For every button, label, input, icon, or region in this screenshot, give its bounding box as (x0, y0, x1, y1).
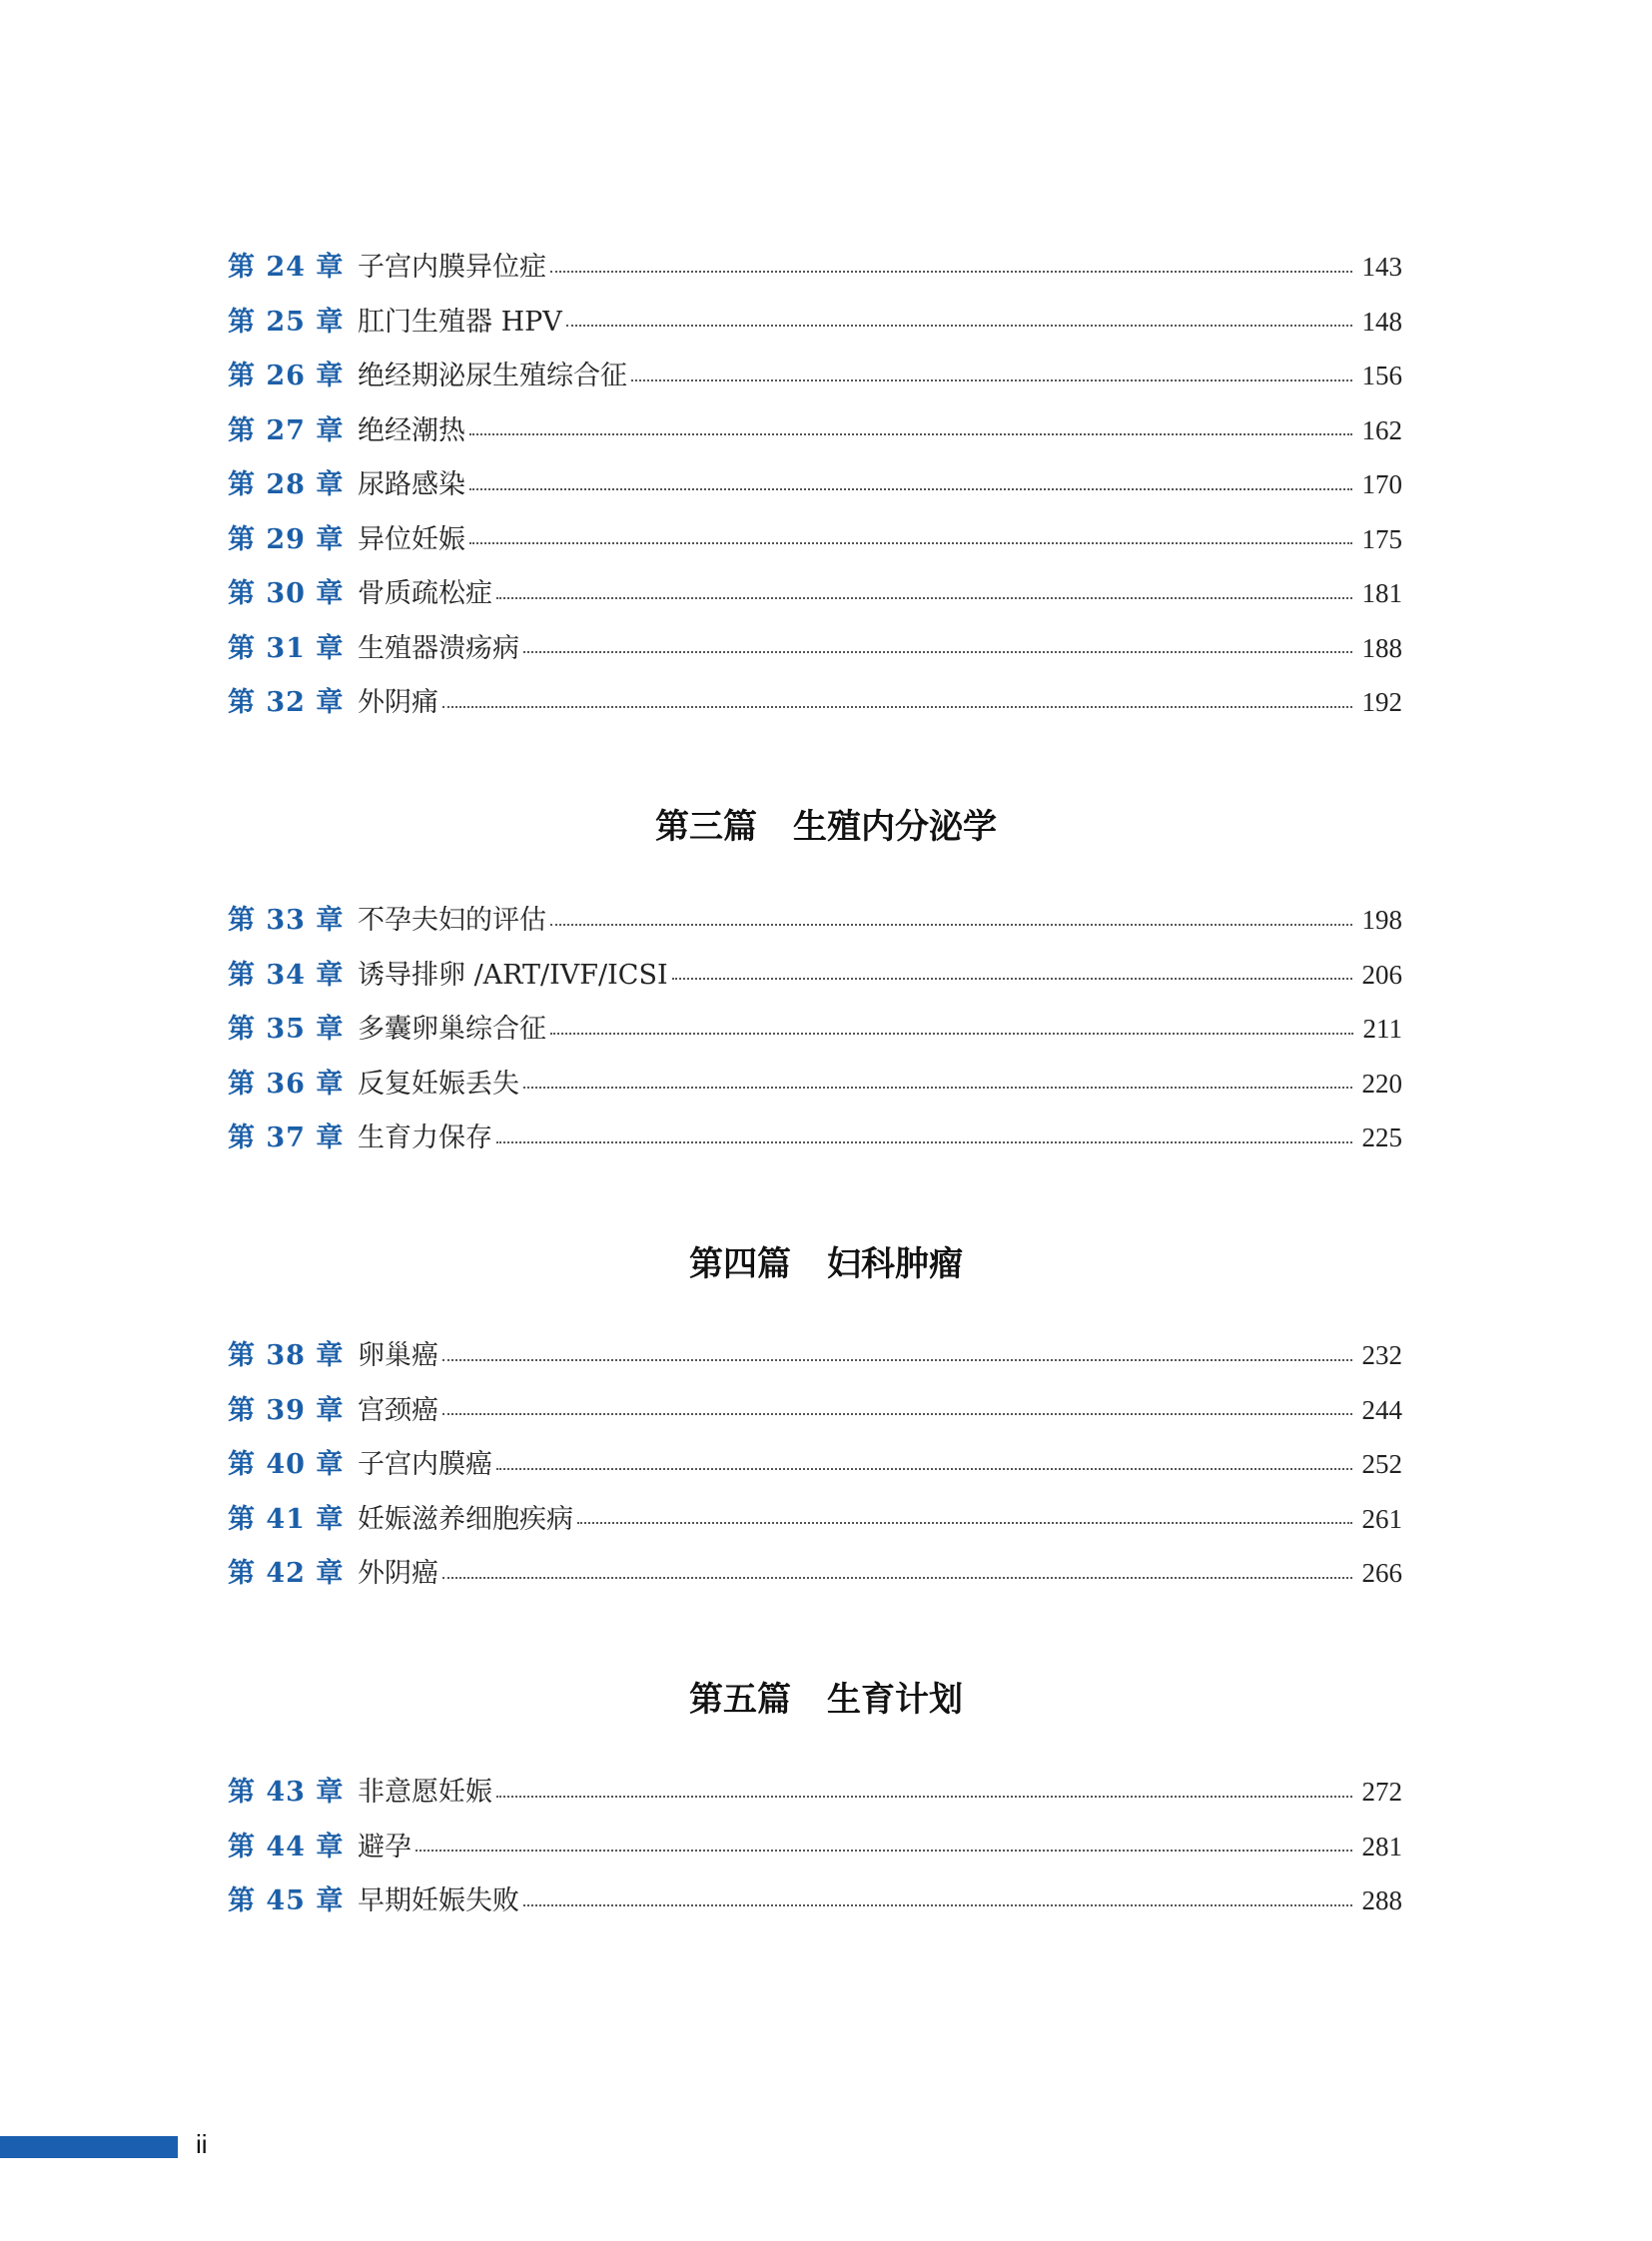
chapter-title: 生育力保存 (358, 1122, 492, 1153)
dot-leader (442, 1412, 1352, 1415)
toc-entry[interactable] (228, 1437, 1402, 1492)
chapter-label: 第 44 章 (228, 1831, 345, 1863)
chapter-title: 子宫内膜异位症 (358, 252, 546, 283)
dot-leader (523, 650, 1352, 653)
dot-leader (550, 270, 1352, 273)
dot-leader (577, 1521, 1352, 1524)
toc-entry[interactable] (228, 403, 1402, 458)
part-heading (0, 799, 1652, 848)
toc-section-3 (228, 1328, 1402, 1601)
toc-entry[interactable] (228, 457, 1402, 512)
chapter-label: 第 26 章 (228, 361, 345, 391)
chapter-label: 第 38 章 (228, 1340, 345, 1371)
chapter-label: 第 37 章 (228, 1122, 345, 1153)
toc-entry[interactable] (228, 621, 1402, 676)
chapter-title: 外阴癌 (358, 1558, 438, 1589)
page-number: 162 (1361, 414, 1402, 445)
dot-leader (550, 1032, 1353, 1035)
toc-entry[interactable] (228, 1546, 1402, 1601)
chapter-label: 第 31 章 (228, 632, 345, 664)
chapter-label: 第 30 章 (228, 578, 345, 609)
chapter-label: 第 27 章 (228, 414, 345, 446)
chapter-label: 第 34 章 (228, 959, 345, 991)
part-number: 第五篇 (689, 1680, 791, 1720)
part-number: 第四篇 (689, 1244, 791, 1284)
toc-entry[interactable] (228, 675, 1402, 730)
part-heading (0, 1672, 1652, 1721)
part-heading (0, 1236, 1652, 1285)
dot-leader (496, 596, 1352, 599)
dot-leader (550, 923, 1352, 926)
dot-leader (523, 1086, 1352, 1089)
toc-entry[interactable] (228, 566, 1402, 621)
page-number: 206 (1361, 959, 1402, 990)
page-number: 188 (1361, 632, 1402, 663)
chapter-title: 骨质疏松症 (358, 578, 492, 609)
chapter-title: 外阴痛 (358, 687, 438, 718)
chapter-label: 第 32 章 (228, 687, 345, 718)
chapter-title: 尿路感染 (358, 469, 465, 500)
page-number: 192 (1361, 687, 1402, 717)
dot-leader (469, 487, 1352, 490)
chapter-title: 避孕 (358, 1831, 412, 1863)
chapter-title: 反复妊娠丢失 (358, 1068, 519, 1100)
dot-leader (631, 378, 1352, 381)
page-number: 175 (1361, 523, 1402, 554)
chapter-label: 第 25 章 (228, 306, 345, 338)
chapter-title: 多囊卵巢综合征 (358, 1014, 546, 1045)
page-number: 288 (1361, 1885, 1402, 1915)
chapter-label: 第 33 章 (228, 905, 345, 936)
dot-leader (442, 705, 1352, 708)
page-number: 181 (1361, 578, 1402, 608)
dot-leader (672, 977, 1352, 980)
chapter-label: 第 35 章 (228, 1014, 345, 1045)
dot-leader (442, 1576, 1352, 1579)
dot-leader (415, 1849, 1352, 1852)
page-number: 252 (1361, 1449, 1402, 1479)
page-number: 198 (1361, 905, 1402, 935)
chapter-label: 第 28 章 (228, 469, 345, 500)
footer-accent-bar (0, 2136, 178, 2158)
chapter-label: 第 43 章 (228, 1777, 345, 1808)
chapter-title: 绝经期泌尿生殖综合征 (358, 361, 627, 391)
chapter-title: 绝经潮热 (358, 414, 465, 446)
chapter-title: 妊娠滋养细胞疾病 (358, 1503, 573, 1535)
chapter-title: 宫颈癌 (358, 1394, 438, 1426)
page-number: 220 (1361, 1068, 1402, 1099)
part-title: 妇科肿瘤 (827, 1244, 963, 1284)
chapter-title: 早期妊娠失败 (358, 1885, 519, 1916)
chapter-label: 第 41 章 (228, 1503, 345, 1535)
chapter-title: 诱导排卵 /ART/IVF/ICSI (358, 959, 668, 991)
chapter-label: 第 42 章 (228, 1558, 345, 1589)
toc-entry[interactable] (228, 1492, 1402, 1547)
chapter-label: 第 29 章 (228, 523, 345, 555)
toc-entry[interactable] (228, 1383, 1402, 1438)
page-number: 272 (1361, 1777, 1402, 1807)
chapter-label: 第 40 章 (228, 1449, 345, 1480)
dot-leader (566, 324, 1352, 327)
chapter-title: 卵巢癌 (358, 1340, 438, 1371)
chapter-title: 肛门生殖器 HPV (358, 306, 562, 338)
toc-section-4 (228, 1765, 1402, 1928)
page-number: 211 (1362, 1014, 1402, 1044)
chapter-label: 第 36 章 (228, 1068, 345, 1100)
part-title: 生殖内分泌学 (793, 807, 997, 847)
dot-leader (442, 1358, 1352, 1361)
toc-entry[interactable] (228, 1820, 1402, 1874)
page-number: 281 (1361, 1831, 1402, 1862)
chapter-title: 不孕夫妇的评估 (358, 905, 546, 936)
toc-section-2 (228, 893, 1402, 1165)
page-number: 232 (1361, 1340, 1402, 1370)
page-number: 170 (1361, 469, 1402, 499)
chapter-title: 异位妊娠 (358, 523, 465, 555)
toc-entry[interactable] (228, 240, 1402, 295)
toc-entry[interactable] (228, 1057, 1402, 1112)
toc-entry[interactable] (228, 512, 1402, 567)
chapter-title: 非意愿妊娠 (358, 1777, 492, 1808)
dot-leader (523, 1903, 1352, 1906)
dot-leader (496, 1467, 1352, 1470)
toc-section-1 (228, 240, 1402, 730)
toc-entry[interactable] (228, 948, 1402, 1003)
toc-entry[interactable] (228, 295, 1402, 350)
dot-leader (469, 541, 1352, 544)
chapter-title: 生殖器溃疡病 (358, 632, 519, 664)
toc-entry[interactable] (228, 1111, 1402, 1165)
page-number: 261 (1361, 1503, 1402, 1534)
toc-entry[interactable] (228, 1328, 1402, 1383)
page-number: 244 (1361, 1394, 1402, 1425)
part-number: 第三篇 (655, 807, 757, 847)
dot-leader (496, 1140, 1352, 1143)
footer-page-number: ii (196, 2129, 208, 2159)
dot-leader (496, 1795, 1352, 1798)
chapter-label: 第 24 章 (228, 252, 345, 283)
chapter-title: 子宫内膜癌 (358, 1449, 492, 1480)
page-number: 143 (1361, 252, 1402, 282)
chapter-label: 第 39 章 (228, 1394, 345, 1426)
toc-entry[interactable] (228, 893, 1402, 948)
part-title: 生育计划 (827, 1680, 963, 1720)
page-number: 225 (1361, 1122, 1402, 1152)
toc-entry[interactable] (228, 1873, 1402, 1928)
page-number: 148 (1361, 306, 1402, 337)
page-number: 156 (1361, 361, 1402, 390)
dot-leader (469, 432, 1352, 435)
chapter-label: 第 45 章 (228, 1885, 345, 1916)
page-number: 266 (1361, 1558, 1402, 1588)
toc-entry[interactable] (228, 1002, 1402, 1057)
toc-entry[interactable] (228, 349, 1402, 403)
toc-entry[interactable] (228, 1765, 1402, 1820)
